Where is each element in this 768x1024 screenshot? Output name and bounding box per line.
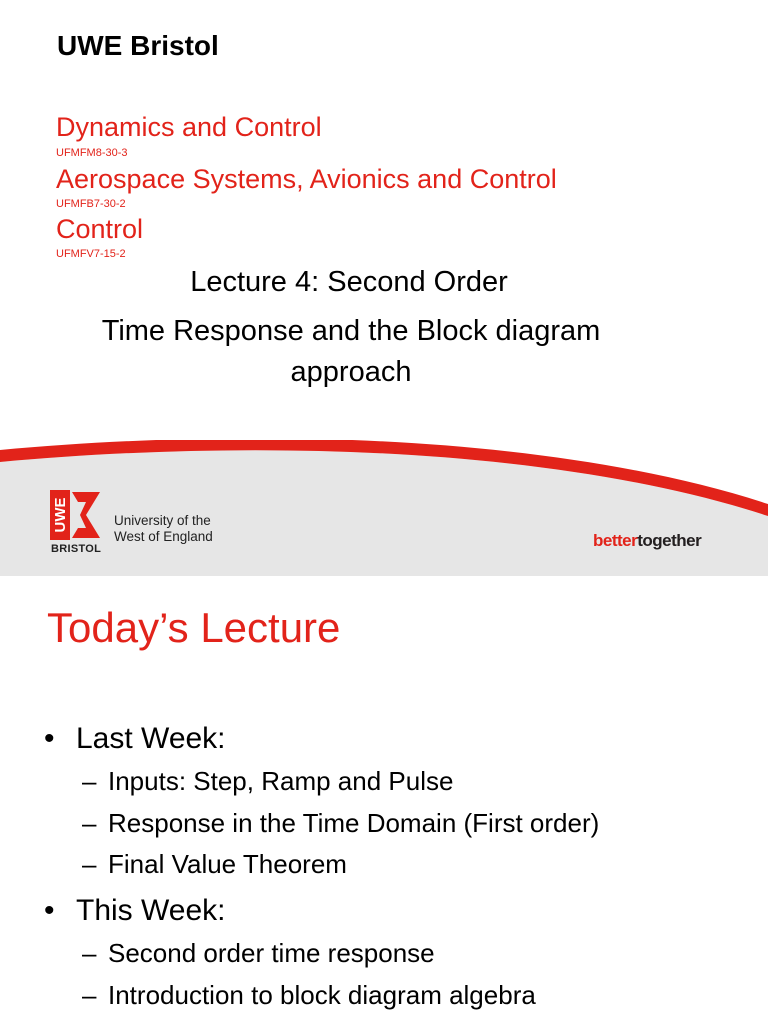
module-title-3: Control xyxy=(56,214,144,244)
sub-item xyxy=(82,980,536,1011)
tagline-together: together xyxy=(637,531,702,550)
dash-glyph: – xyxy=(82,980,97,1010)
slide-title: Today’s Lecture xyxy=(47,604,341,651)
sub-item xyxy=(82,849,347,880)
sub-item xyxy=(82,766,453,797)
module-title-2: Aerospace Systems, Avionics and Control xyxy=(56,164,557,194)
university-name xyxy=(114,513,213,545)
dash-glyph: – xyxy=(82,808,97,838)
lecture-title-line-2: Time Response and the Block diagram xyxy=(101,315,601,347)
uwe-logo-icon xyxy=(50,490,106,544)
sub-item xyxy=(82,808,599,839)
logo-letters: UWE xyxy=(52,497,69,533)
bullet-heading: Last Week: xyxy=(76,722,226,755)
tagline-better: better xyxy=(593,531,638,550)
sub-item-text: Final Value Theorem xyxy=(108,849,347,879)
module-code-1: UFMFM8-30-3 xyxy=(56,147,128,159)
dash-glyph: – xyxy=(82,938,97,968)
org-title: UWE Bristol xyxy=(57,30,219,61)
footer-band xyxy=(0,440,768,576)
better-together-tagline xyxy=(593,531,701,551)
module-code-3: UFMFV7-15-2 xyxy=(56,248,126,260)
bullet-last-week xyxy=(44,722,226,756)
agenda-slide xyxy=(0,576,768,1024)
bullet-this-week xyxy=(44,894,226,928)
sub-item-text: Response in the Time Domain (First order) xyxy=(108,808,600,838)
bullet-dot: • xyxy=(44,894,55,927)
lecture-title-line-3: approach xyxy=(290,356,412,388)
sub-item xyxy=(82,938,435,969)
sub-item-text: Introduction to block diagram algebra xyxy=(108,980,536,1010)
dash-glyph: – xyxy=(82,849,97,879)
university-name-line-1: University of the xyxy=(114,513,211,528)
lecture-title-line-1: Lecture 4: Second Order xyxy=(190,266,508,298)
sub-item-text: Inputs: Step, Ramp and Pulse xyxy=(108,766,454,796)
bullet-dot: • xyxy=(44,722,55,755)
bullet-heading: This Week: xyxy=(76,894,226,927)
logo-bristol-word: BRISTOL xyxy=(51,543,102,555)
sub-item-text: Second order time response xyxy=(108,938,435,968)
module-code-2: UFMFB7-30-2 xyxy=(56,198,126,210)
dash-glyph: – xyxy=(82,766,97,796)
module-title-1: Dynamics and Control xyxy=(56,112,322,142)
university-name-line-2: West of England xyxy=(114,529,213,544)
